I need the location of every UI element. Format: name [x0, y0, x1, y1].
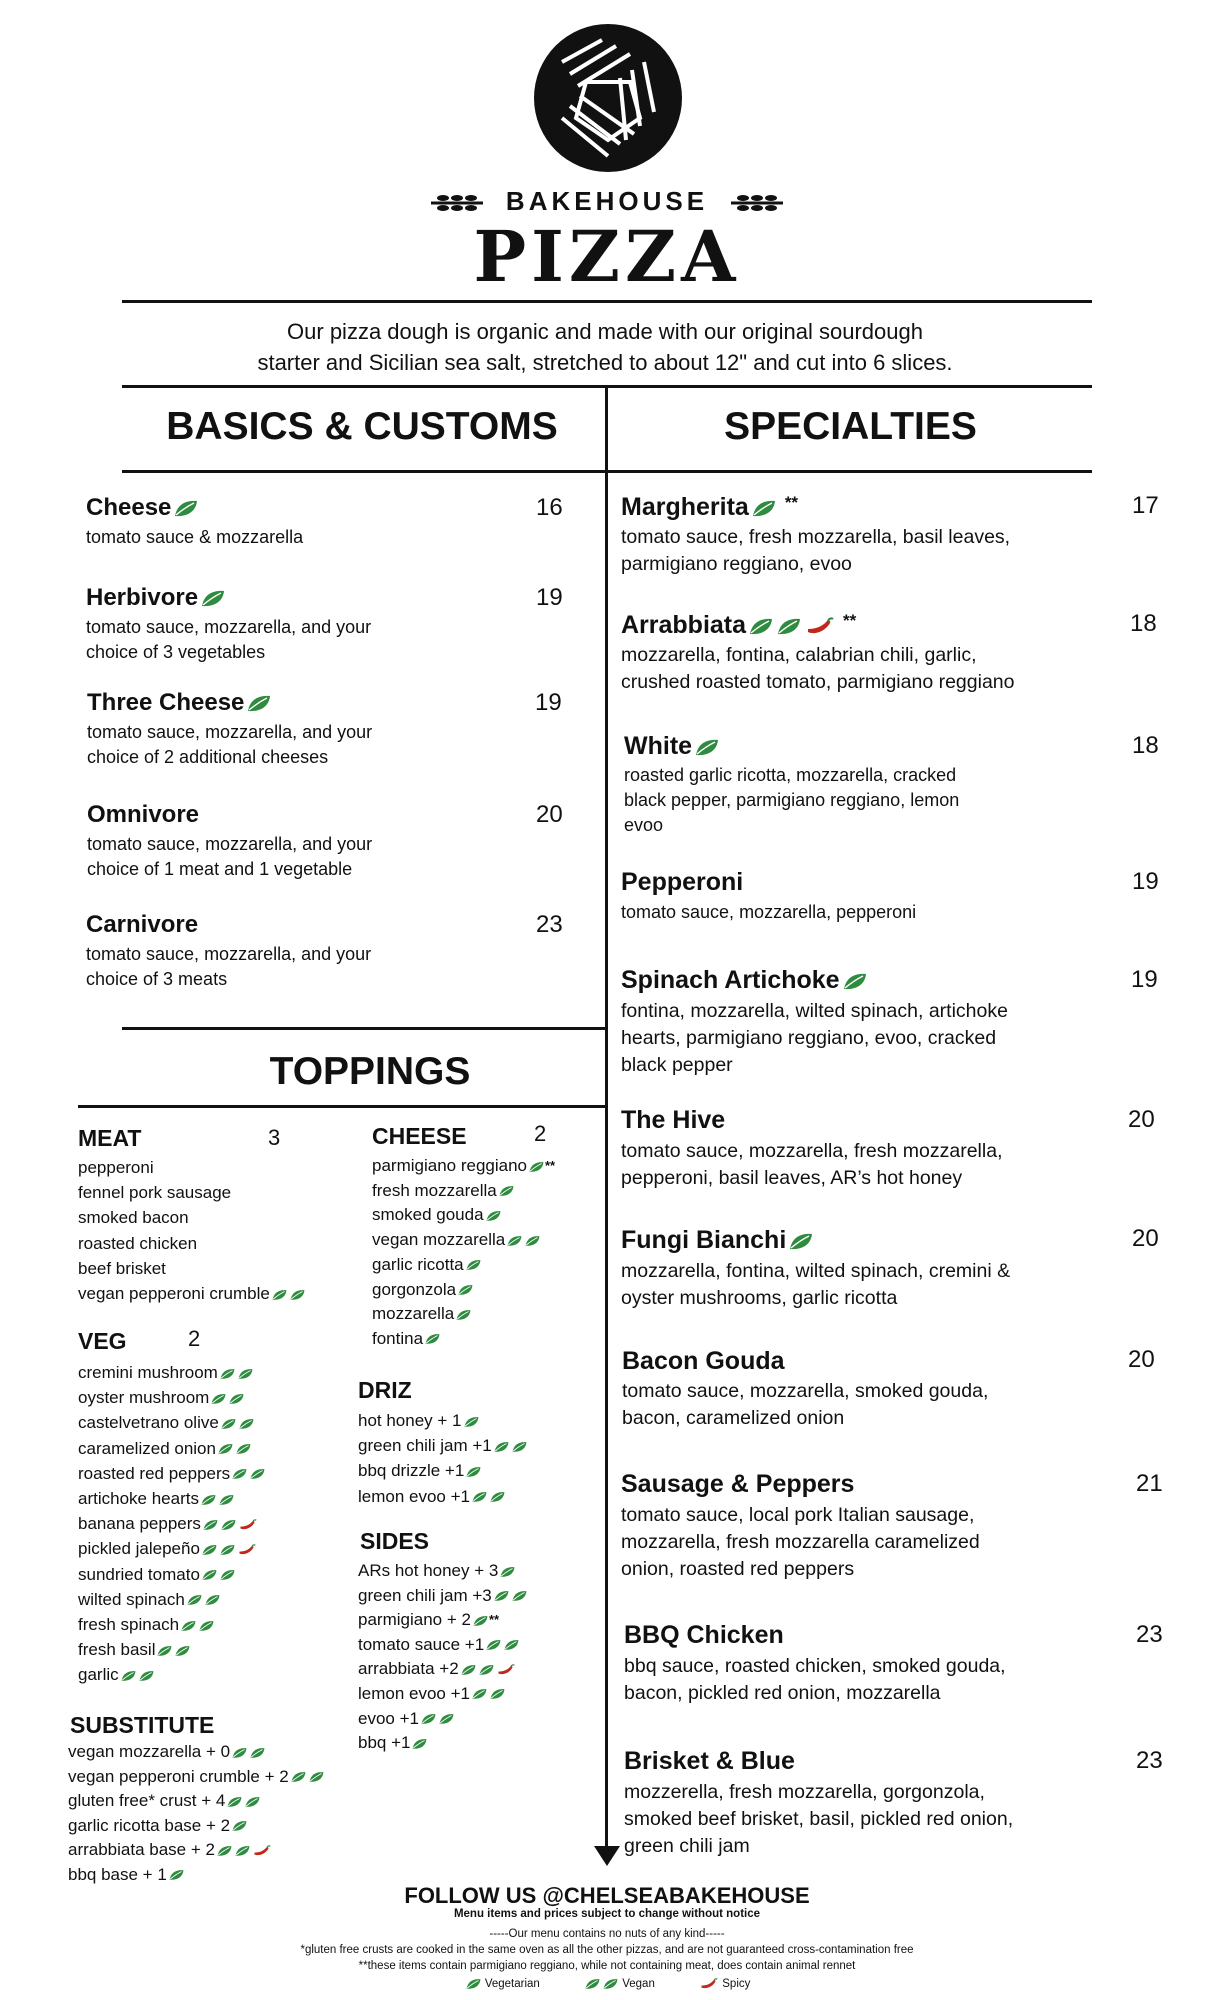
topping-item: gorgonzola	[372, 1278, 555, 1303]
vegetarian-leaf-icon	[528, 1161, 545, 1173]
topping-item: parmigiano reggiano **	[372, 1156, 556, 1175]
vegan-leaf-icon	[493, 1441, 510, 1453]
vegan-leaf-icon	[493, 1590, 510, 1602]
vegan-leaf-icon	[231, 1468, 248, 1480]
vegan-leaf-icon	[219, 1569, 236, 1581]
substitute-item: arrabbiata base + 2	[68, 1838, 325, 1863]
vegan-leaf-icon	[271, 1289, 288, 1301]
vegan-leaf-icon	[201, 1544, 218, 1556]
wheat-left-icon	[429, 193, 485, 213]
topping-item: artichoke hearts	[78, 1486, 266, 1511]
specialty-name: Sausage & Peppers	[621, 1470, 855, 1498]
specialty-desc: mozzarella, fontina, calabrian chili, garlic, crushed roasted tomato, parmigiano reggiano	[621, 644, 1015, 693]
vegetarian-leaf-icon	[465, 1259, 482, 1271]
veg-title: VEG	[78, 1328, 127, 1354]
topping-item: fresh basil	[78, 1637, 266, 1662]
vegetarian-leaf-icon	[498, 1185, 515, 1197]
specialty-name: BBQ Chicken	[624, 1621, 784, 1649]
specialty-price: 17	[1132, 492, 1159, 519]
divider-basics	[122, 470, 606, 473]
intro-line-2: starter and Sicilian sea salt, stretched to about 12" and cut into 6 slices.	[257, 350, 953, 375]
specialty-name: The Hive	[621, 1106, 726, 1134]
brand-title: PIZZA	[473, 215, 741, 298]
vegetarian-leaf-icon	[485, 1210, 502, 1222]
substitute-item: vegan pepperoni crumble + 2	[68, 1765, 325, 1790]
specialty-name: Brisket & Blue	[624, 1747, 795, 1775]
topping-item: roasted red peppers	[78, 1461, 266, 1486]
basic-item-desc: tomato sauce, mozzarella, and your choice of 3 meats	[86, 944, 372, 989]
specialties-title: SPECIALTIES	[724, 405, 977, 448]
specialty-desc: mozzarella, fontina, wilted spinach, cremini & oyster mushrooms, garlic ricotta	[621, 1260, 1011, 1309]
basic-item-name: Omnivore	[87, 801, 200, 828]
vegan-leaf-icon	[602, 1978, 619, 1990]
vegan-leaf-icon	[289, 1289, 306, 1301]
vegan-leaf-icon	[231, 1747, 248, 1759]
vegan-leaf-icon	[584, 1978, 601, 1990]
vegan-leaf-icon	[237, 1368, 254, 1380]
vegan-leaf-icon	[238, 1418, 255, 1430]
specialty-price: 23	[1136, 1621, 1163, 1648]
topping-item: cremini mushroom	[78, 1360, 266, 1385]
vegan-leaf-icon	[174, 1645, 191, 1657]
specialty-name: White	[624, 732, 720, 761]
basic-item-name: Carnivore	[86, 911, 199, 938]
vegan-leaf-icon	[186, 1594, 203, 1606]
wheat-right-icon	[729, 193, 785, 213]
vegan-leaf-icon	[308, 1771, 325, 1783]
vegetarian-leaf-icon	[465, 1466, 482, 1478]
vegan-leaf-icon	[200, 1494, 217, 1506]
specialty-name: Pepperoni	[621, 868, 744, 896]
vegan-leaf-icon	[249, 1468, 266, 1480]
price-change-note: Menu items and prices subject to change without notice	[453, 1908, 761, 1920]
basic-item-price: 20	[536, 801, 563, 828]
vegetarian-leaf-icon	[694, 738, 720, 757]
vegan-leaf-icon	[485, 1639, 502, 1651]
cheese-list	[372, 1154, 555, 1352]
substitute-list	[68, 1740, 325, 1887]
vegetarian-leaf-icon	[173, 499, 199, 518]
specialty-name: Bacon Gouda	[622, 1347, 785, 1375]
basic-item-name: Cheese	[86, 494, 199, 522]
social-follow-text: FOLLOW US @CHELSEABAKEHOUSE	[404, 1883, 810, 1908]
divider-toppings-bottom	[78, 1105, 606, 1108]
brand-sub-text: BAKEHOUSE	[505, 186, 709, 216]
veg-price: 2	[188, 1326, 201, 1351]
vegan-leaf-icon	[489, 1491, 506, 1503]
vegan-leaf-icon	[471, 1688, 488, 1700]
basic-item-price: 16	[536, 494, 563, 521]
specialty-name: Arrabbiata **	[621, 611, 857, 639]
side-item: evoo +1	[358, 1707, 528, 1732]
vegan-leaf-icon	[244, 1796, 261, 1808]
vegan-leaf-icon	[156, 1645, 173, 1657]
column-divider	[605, 385, 608, 1850]
divider-top	[122, 300, 1092, 303]
vegan-leaf-icon	[218, 1494, 235, 1506]
vegan-leaf-icon	[478, 1664, 495, 1676]
basic-item-name: Herbivore	[86, 584, 226, 612]
meat-price: 3	[268, 1125, 281, 1150]
sides-list	[358, 1559, 528, 1756]
vegan-leaf-icon	[138, 1670, 155, 1682]
vegan-leaf-icon	[180, 1620, 197, 1632]
vegetarian-leaf-icon	[455, 1309, 472, 1321]
vegetarian-leaf-icon	[465, 1978, 482, 1990]
vegetarian-leaf-icon	[788, 1232, 814, 1251]
side-item: arrabbiata +2	[358, 1657, 528, 1682]
topping-item: smoked gouda	[372, 1203, 555, 1228]
vegan-leaf-icon	[511, 1441, 528, 1453]
vegan-leaf-icon	[120, 1670, 137, 1682]
substitute-item: vegan mozzarella + 0	[68, 1740, 325, 1765]
basic-item-name: Three Cheese	[87, 689, 272, 717]
vegetarian-leaf-icon	[168, 1869, 185, 1881]
topping-item: garlic	[78, 1662, 266, 1687]
specialty-desc: bbq sauce, roasted chicken, smoked gouda, bacon, pickled red onion, mozzarella	[624, 1655, 1006, 1704]
specialty-desc: fontina, mozzarella, wilted spinach, artichoke hearts, parmigiano reggiano, evoo, cracked black pepper	[621, 1000, 1008, 1076]
divider-specialties	[607, 470, 1092, 473]
vegan-leaf-icon	[489, 1688, 506, 1700]
topping-item: vegan pepperoni crumble	[78, 1281, 306, 1306]
specialty-price: 18	[1132, 732, 1159, 759]
specialty-price: 23	[1136, 1747, 1163, 1774]
vegan-leaf-icon	[201, 1569, 218, 1581]
vegan-leaf-icon	[217, 1443, 234, 1455]
vegan-leaf-icon	[219, 1544, 236, 1556]
topping-item: banana peppers	[78, 1511, 266, 1536]
basics-title: BASICS & CUSTOMS	[166, 405, 558, 448]
topping-item: fresh spinach	[78, 1612, 266, 1637]
specialty-price: 20	[1128, 1346, 1155, 1373]
vegetarian-leaf-icon	[246, 694, 272, 713]
topping-item: beef brisket	[78, 1258, 166, 1278]
spicy-chili-icon	[496, 1664, 516, 1676]
specialty-desc: tomato sauce, local pork Italian sausage, mozzarella, fresh mozzarella caramelized onion, roasted red peppers	[621, 1504, 980, 1580]
vegan-leaf-icon	[249, 1747, 266, 1759]
substitute-item: bbq base + 1	[68, 1863, 325, 1888]
side-item: bbq +1	[358, 1731, 528, 1756]
vegan-leaf-icon	[219, 1368, 236, 1380]
spicy-chili-icon	[699, 1978, 719, 1990]
veg-list	[78, 1360, 266, 1688]
driz-item: lemon evoo +1	[358, 1484, 528, 1509]
substitute-title: SUBSTITUTE	[70, 1712, 215, 1738]
specialty-desc: tomato sauce, mozzarella, smoked gouda, bacon, caramelized onion	[622, 1380, 989, 1429]
basic-item-desc: tomato sauce, mozzarella, and your choice of 2 additional cheeses	[87, 722, 373, 767]
topping-item: wilted spinach	[78, 1587, 266, 1612]
meat-title: MEAT	[78, 1125, 142, 1151]
topping-item: garlic ricotta	[372, 1253, 555, 1278]
basic-item-desc: tomato sauce, mozzarella, and your choice of 1 meat and 1 vegetable	[87, 834, 373, 879]
legend-vegan: Vegan	[583, 1978, 655, 1990]
logo-emblem	[532, 22, 684, 174]
vegan-leaf-icon	[438, 1713, 455, 1725]
specialty-desc: tomato sauce, mozzarella, fresh mozzarella, pepperoni, basil leaves, AR’s hot honey	[621, 1140, 1003, 1189]
topping-item: pepperoni	[78, 1158, 154, 1177]
driz-item: bbq drizzle +1	[358, 1458, 528, 1483]
vegan-leaf-icon	[524, 1235, 541, 1247]
vegan-leaf-icon	[216, 1845, 233, 1857]
specialty-price: 19	[1131, 966, 1158, 993]
side-item: lemon evoo +1	[358, 1682, 528, 1707]
meat-list	[78, 1155, 306, 1306]
basic-item-desc: tomato sauce & mozzarella	[86, 527, 304, 547]
basic-item-price: 19	[536, 584, 563, 611]
topping-item: fontina	[372, 1327, 555, 1352]
vegan-leaf-icon	[228, 1393, 245, 1405]
vegan-leaf-icon	[234, 1845, 251, 1857]
specialty-price: 18	[1130, 610, 1157, 637]
vegetarian-leaf-icon	[200, 589, 226, 608]
vegetarian-leaf-icon	[411, 1738, 428, 1750]
topping-item: vegan mozzarella	[372, 1228, 555, 1253]
vegetarian-leaf-icon	[463, 1416, 480, 1428]
legend-vegetarian: Vegetarian	[464, 1978, 540, 1990]
spicy-chili-icon	[238, 1519, 258, 1531]
spicy-chili-icon	[252, 1845, 272, 1857]
specialty-desc: tomato sauce, fresh mozzarella, basil leaves, parmigiano reggiano, evoo	[621, 526, 1011, 575]
vegan-leaf-icon	[210, 1393, 227, 1405]
topping-item: fennel pork sausage	[78, 1183, 232, 1203]
basic-item-desc: tomato sauce, mozzarella, and your choice of 3 vegetables	[86, 617, 372, 662]
vegetarian-leaf-icon	[472, 1615, 489, 1627]
vegan-leaf-icon	[226, 1796, 243, 1808]
rennet-note: **these items contain parmigiano reggiano, while not containing meat, does contain animal rennet	[358, 1960, 856, 1972]
specialty-name: Fungi Bianchi	[621, 1226, 814, 1255]
legend-spicy: Spicy	[698, 1978, 750, 1990]
vegan-leaf-icon	[420, 1713, 437, 1725]
intro-text	[150, 316, 1060, 378]
vegan-leaf-icon	[471, 1491, 488, 1503]
driz-item: green chili jam +1	[358, 1433, 528, 1458]
vegan-leaf-icon	[290, 1771, 307, 1783]
spicy-chili-icon	[237, 1544, 257, 1556]
topping-item: oyster mushroom	[78, 1385, 266, 1410]
specialty-price: 20	[1128, 1106, 1155, 1133]
vegetarian-leaf-icon	[499, 1566, 516, 1578]
specialty-desc: tomato sauce, mozzarella, pepperoni	[621, 902, 917, 922]
vegetarian-leaf-icon	[751, 499, 777, 518]
topping-item: sundried tomato	[78, 1562, 266, 1587]
vegetarian-leaf-icon	[231, 1820, 248, 1832]
cheese-title: CHEESE	[372, 1123, 467, 1149]
brand-subtitle	[0, 186, 1214, 217]
topping-item: pickled jalepeño	[78, 1536, 266, 1561]
topping-item: caramelized onion	[78, 1436, 266, 1461]
driz-title: DRIZ	[358, 1377, 412, 1403]
side-item: ARs hot honey + 3	[358, 1559, 528, 1584]
vegan-leaf-icon	[503, 1639, 520, 1651]
vegan-leaf-icon	[511, 1590, 528, 1602]
vegan-leaf-icon	[506, 1235, 523, 1247]
divider-toppings-top	[122, 1027, 606, 1030]
specialty-name: Spinach Artichoke	[621, 966, 868, 995]
vegan-leaf-icon	[220, 1519, 237, 1531]
toppings-title: TOPPINGS	[269, 1050, 471, 1093]
specialty-price: 21	[1136, 1470, 1163, 1497]
specialty-price: 19	[1132, 868, 1159, 895]
vegan-leaf-icon	[748, 617, 774, 636]
specialty-name: Margherita **	[621, 493, 799, 521]
substitute-item: gluten free* crust + 4	[68, 1789, 325, 1814]
side-item: tomato sauce +1	[358, 1633, 528, 1658]
specialty-desc: mozzerella, fresh mozzarella, gorgonzola, smoked beef brisket, basil, pickled red onion, green chili jam	[624, 1781, 1014, 1857]
spicy-chili-icon	[805, 617, 835, 636]
vegan-leaf-icon	[202, 1519, 219, 1531]
topping-item: mozzarella	[372, 1302, 555, 1327]
vegan-leaf-icon	[235, 1443, 252, 1455]
sides-title: SIDES	[360, 1528, 430, 1554]
topping-item: fresh mozzarella	[372, 1179, 555, 1204]
vegan-leaf-icon	[204, 1594, 221, 1606]
vegan-leaf-icon	[776, 617, 802, 636]
nuts-note: -----Our menu contains no nuts of any kind-----	[489, 1928, 725, 1940]
vegetarian-leaf-icon	[842, 972, 868, 991]
basic-item-price: 19	[535, 689, 562, 716]
specialty-price: 20	[1132, 1225, 1159, 1252]
topping-item: smoked bacon	[78, 1208, 189, 1228]
topping-item: roasted chicken	[78, 1233, 198, 1253]
driz-item: hot honey + 1	[358, 1408, 528, 1433]
cheese-price: 2	[534, 1121, 547, 1146]
specialty-desc: roasted garlic ricotta, mozzarella, cracked black pepper, parmigiano reggiano, lemon evoo	[624, 765, 960, 835]
arrow-down-icon	[594, 1846, 620, 1866]
intro-line-1: Our pizza dough is organic and made with our original sourdough	[287, 319, 923, 344]
driz-list	[358, 1408, 528, 1509]
topping-item: castelvetrano olive	[78, 1410, 266, 1435]
substitute-item: garlic ricotta base + 2	[68, 1814, 325, 1839]
vegan-leaf-icon	[198, 1620, 215, 1632]
basic-item-price: 23	[536, 911, 563, 938]
vegan-leaf-icon	[460, 1664, 477, 1676]
vegetarian-leaf-icon	[457, 1284, 474, 1296]
vegetarian-leaf-icon	[424, 1333, 441, 1345]
legend	[0, 1978, 1214, 1990]
side-item: parmigiano + 2 **	[358, 1610, 500, 1630]
gluten-note: *gluten free crusts are cooked in the same oven as all the other pizzas, and are not guaranteed cross-contamination free	[300, 1944, 914, 1956]
side-item: green chili jam +3	[358, 1584, 528, 1609]
vegan-leaf-icon	[220, 1418, 237, 1430]
